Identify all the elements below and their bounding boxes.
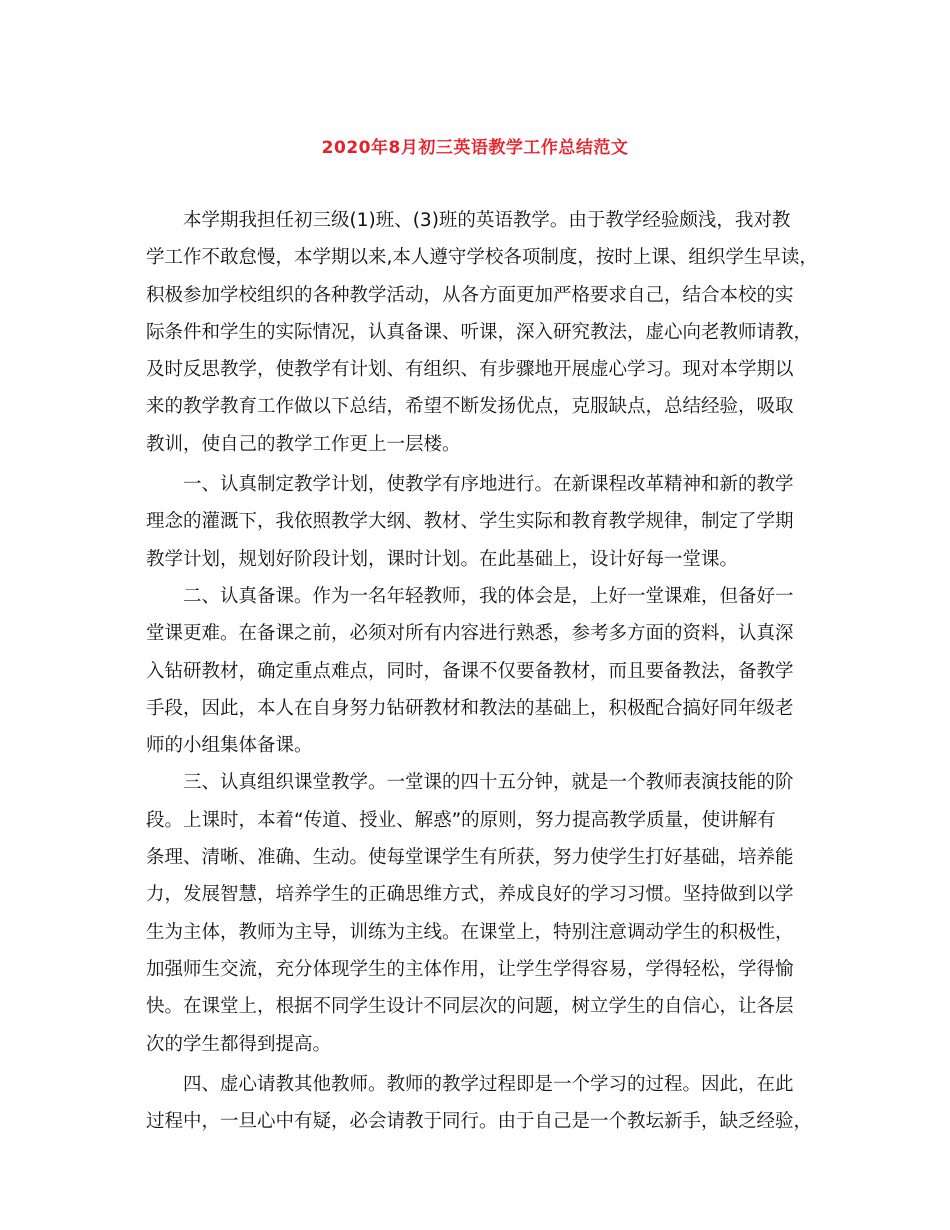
paragraph-line: 教训，使自己的教学工作更上一层楼。 <box>146 433 461 455</box>
paragraph-line: 加强师生交流，充分体现学生的主体作用，让学生学得容易，学得轻松，学得愉 <box>146 958 794 980</box>
paragraph-line: 快。在课堂上，根据不同学生设计不同层次的问题，树立学生的自信心，让各层 <box>146 996 794 1018</box>
paragraph-line: 教学计划，规划好阶段计划，课时计划。在此基础上，设计好每一堂课。 <box>146 548 739 570</box>
paragraph-line: 来的教学教育工作做以下总结，希望不断发扬优点，克服缺点，总结经验，吸取 <box>146 396 794 418</box>
paragraph-line: 力，发展智慧，培养学生的正确思维方式，养成良好的学习习惯。坚持做到以学 <box>146 884 794 906</box>
paragraph-line: 本学期我担任初三级(1)班、(3)班的英语教学。由于教学经验颇浅，我对教 <box>183 210 791 231</box>
paragraph-line: 堂课更难。在备课之前，必须对所有内容进行熟悉，参考多方面的资料，认真深 <box>146 623 794 645</box>
paragraph-line: 际条件和学生的实际情况，认真备课、听课，深入研究教法，虚心向老教师请教， <box>146 321 813 343</box>
document-title: 2020年8月初三英语教学工作总结范文 <box>321 138 629 158</box>
paragraph-line: 过程中，一旦心中有疑，必会请教于同行。由于自己是一个教坛新手，缺乏经验， <box>146 1111 813 1133</box>
paragraph-line: 手段，因此，本人在自身努力钻研教材和教法的基础上，积极配合搞好同年级老 <box>146 697 794 719</box>
paragraph <box>146 578 814 764</box>
paragraph-line: 入钻研教材，确定重点难点，同时，备课不仅要备教材，而且要备教法，备教学 <box>146 660 794 682</box>
paragraph-line: 理念的灌溉下，我依照教学大纲、教材、学生实际和教育教学规律，制定了学期 <box>146 511 794 533</box>
paragraph <box>146 764 814 1062</box>
paragraph-line: 学工作不敢怠慢，本学期以来,本人遵守学校各项制度，按时上课、组织学生早读， <box>146 247 818 269</box>
paragraph-line: 生为主体，教师为主导，训练为主线。在课堂上，特别注意调动学生的积极性， <box>146 921 794 943</box>
paragraph-line: 师的小组集体备课。 <box>146 735 313 757</box>
paragraph-line: 二、认真备课。作为一名年轻教师，我的体会是，上好一堂课难，但备好一 <box>183 585 794 607</box>
paragraph <box>146 466 814 578</box>
paragraph-line: 积极参加学校组织的各种教学活动，从各方面更加严格要求自己，结合本校的实 <box>146 284 794 306</box>
paragraph <box>146 1066 814 1141</box>
paragraph-line: 次的学生都得到提高。 <box>146 1033 332 1055</box>
paragraph-line: 三、认真组织课堂教学。一堂课的四十五分钟，就是一个教师表演技能的阶 <box>183 772 794 794</box>
paragraph-line: 四、虚心请教其他教师。教师的教学过程即是一个学习的过程。因此，在此 <box>183 1073 794 1095</box>
paragraph-line: 及时反思教学，使教学有计划、有组织、有步骤地开展虚心学习。现对本学期以 <box>146 359 794 381</box>
paragraph-line: 段。上课时，本着“传道、授业、解惑”的原则，努力提高教学质量，使讲解有 <box>146 809 776 831</box>
document-body <box>146 202 818 1140</box>
paragraph-line: 一、认真制定教学计划，使教学有序地进行。在新课程改革精神和新的教学 <box>183 474 794 496</box>
paragraph-line: 条理、清晰、准确、生动。使每堂课学生有所获，努力使学生打好基础，培养能 <box>146 847 794 869</box>
paragraph <box>146 202 818 463</box>
